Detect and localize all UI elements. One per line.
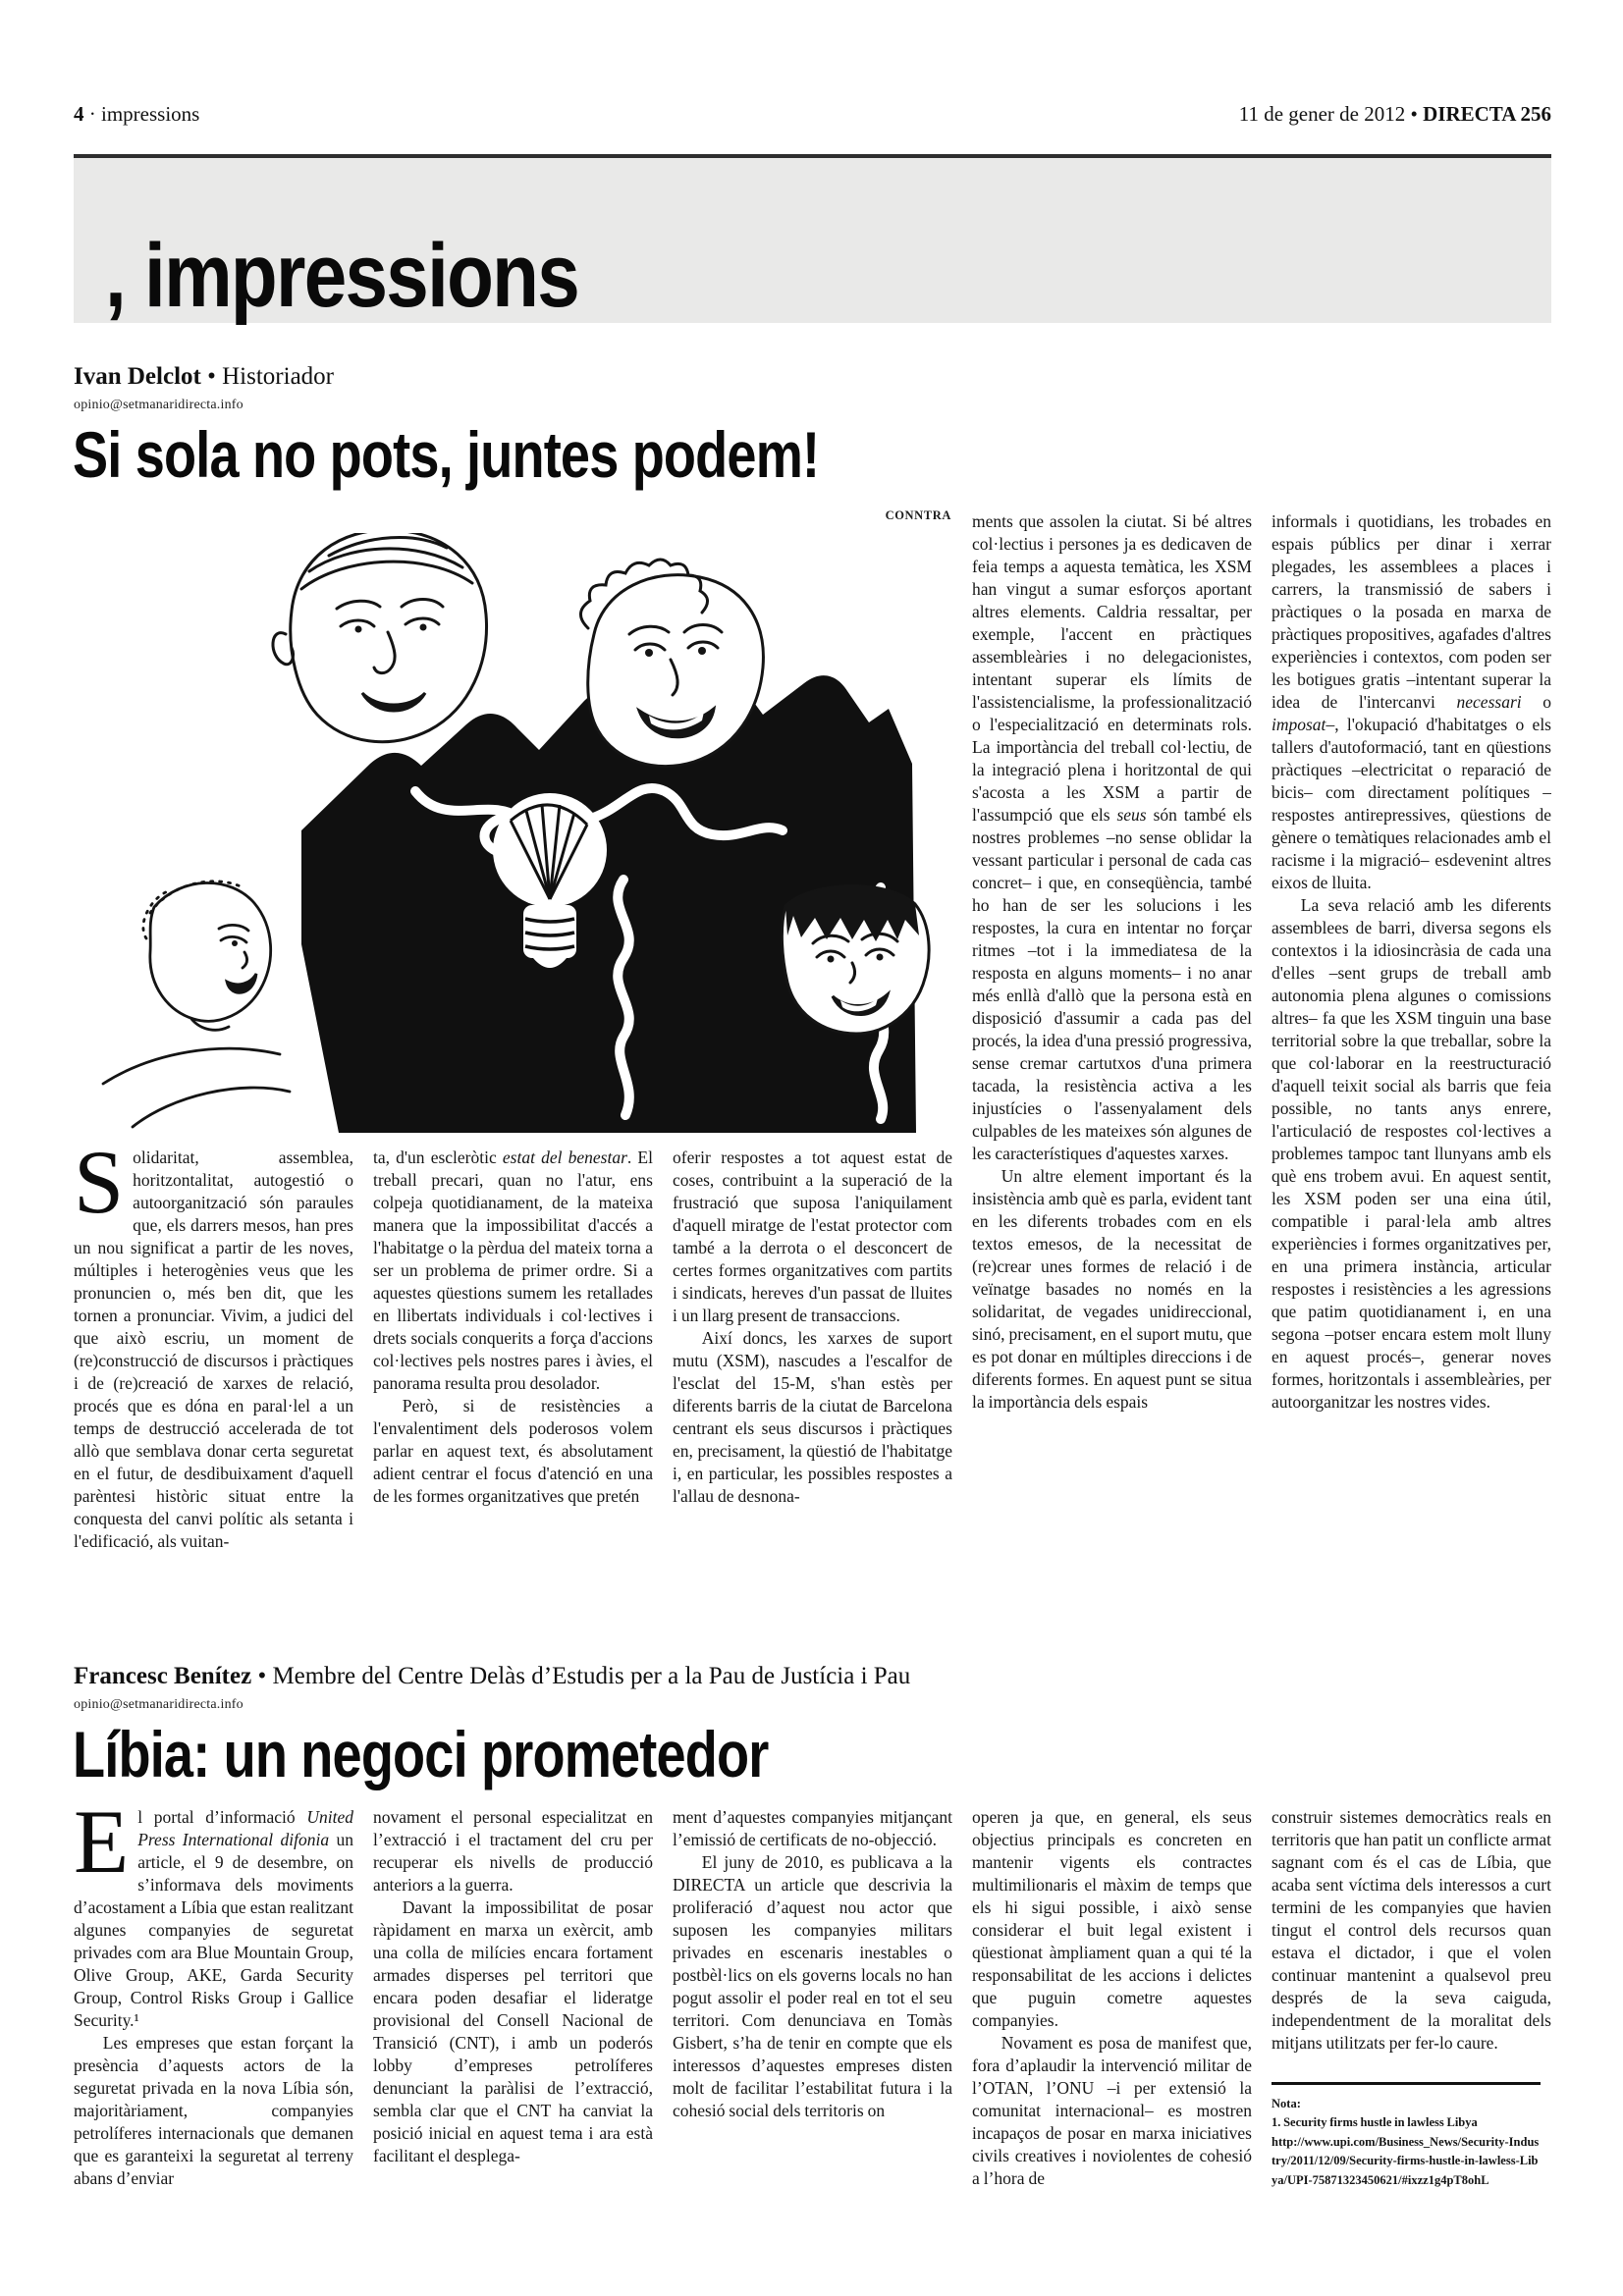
body-paragraph: Així doncs, les xarxes de suport mutu (XSM), nascudes a l'escalfor de l'esclat del 15-M, s'han estès per diferents barris de la ciutat de Barcelona centrant els seus discursos i pràctiques en, precisament, la qüestió de l'habitatge i, en particular, les possibles respostes a l'allau de desnona-	[673, 1328, 952, 1506]
article2-column-4	[972, 1806, 1252, 2287]
body-paragraph: ment d’aquestes companyies mitjançant l’emissió de certificats de no-objecció.	[673, 1807, 952, 1849]
section-banner	[74, 158, 1551, 326]
article1-column-2	[373, 1147, 653, 1652]
author-name: Ivan Delclot	[74, 363, 201, 390]
body-paragraph: oferir respostes a tot aquest estat de coses, contribuint a la superació de la frustració que suposa l'aniquilament d'aquell miratge de l'estat protector com també a la derrota o el desconcert de certes formes organitzatives com partits i sindicats, hereves d'un passat de lluites i un llarg present de transaccions.	[673, 1148, 952, 1325]
article1-column-1	[74, 1147, 353, 1652]
article2-column-3	[673, 1806, 952, 2287]
author-email[interactable]: opinio@setmanaridirecta.info	[74, 398, 243, 412]
footnote-label: Nota:	[1271, 2097, 1301, 2110]
byline-bullet: •	[257, 1663, 267, 1689]
article1-headline	[73, 418, 983, 491]
section-title: , impressions	[105, 226, 579, 326]
byline-bullet: •	[207, 363, 216, 390]
article1-column-5	[1271, 510, 1551, 1639]
body-paragraph: El portal d’informació United Press International difonia un article, el 9 de desembre, on s’informava dels moviments d’acostament a Líbia que estan realitzant algunes companyies de seguretat privades com ara Blue Mountain Group, Olive Group, AKE, Garda Security Group, Control Risks Group i Gallice Security.¹	[74, 1806, 353, 2030]
author-name: Francesc Benítez	[74, 1663, 252, 1689]
article2-column-5	[1271, 1806, 1551, 2287]
page-number: 4	[74, 102, 84, 126]
article2-column-1	[74, 1806, 353, 2287]
body-paragraph: Un altre element important és la insistència amb què es parla, evident tant en les diferents trobades com en els textos emesos, de la necessitat de (re)crear unes formes de relació i de veïnatge basades no només en la solidaritat, de vegades unidireccional, sinó, precisament, en el suport mutu, que es pot donar en múltiples direccions i de diferents formes. En aquest punt se situa la importància dels espais	[972, 1166, 1252, 1412]
body-paragraph: El juny de 2010, es publicava a la DIRECTA un article que descrivia la proliferació d’aquest nou actor que suposen les companyies militars privades en escenaris inestables o postbèl·lics on els governs locals no han pogut assolir el poder real en tot el seu territori. Com denunciava en Tomàs Gisbert, s’ha de tenir en compte que els interessos d’aquestes empreses disten molt de facilitar l’estabilitat futura i la cohesió social dels territoris on	[673, 1852, 952, 2120]
body-paragraph: Solidaritat, assemblea, horitzontalitat, autogestió o autoorganització són paraules que, els darrers mesos, han pres un nou significat a partir de les noves, múltiples i heterogènies veus que les pronuncien o, més ben dit, que les tornen a pronunciar. Vivim, a judici del que això escriu, un moment de (re)construcció de discursos i pràctiques i de (re)creació de xarxes de relació, procés que es dóna en paral·lel a un temps de destrucció accelerada de tot allò que semblava donar certa seguretat en el futur, de desdibuixament d'aquell parèntesi històric situat entre la conquesta del canvi polític als setanta i l'edificació, als vuitan-	[74, 1147, 353, 1551]
issue-date: 11 de gener de 2012	[1238, 102, 1406, 126]
footnote-url[interactable]: http://www.upi.com/Business_News/Security-Industry/2011/12/09/Security-firms-hustle-in-lawless-Libya/UPI-75871323450621/#ixzz1g4pT8ohL	[1271, 2134, 1540, 2187]
body-paragraph: Davant la impossibilitat de posar ràpidament en marxa un exèrcit, amb una colla de milícies encara fortament armades disperses pel territori que encara poden desafiar el lideratge provisional del Consell Nacional de Transició (CNT), i amb un poderós lobby d’empreses petrolíferes denunciant la paràlisi de l’extracció, sembla clar que el CNT ha canviat la posició inicial en aquest tema i ara està facilitant el desplega-	[373, 1897, 653, 2165]
article2-byline	[74, 1663, 910, 1690]
article1-headline-text: Si sola no pots, juntes podem!	[73, 418, 820, 491]
page-number-section	[74, 102, 199, 127]
drop-cap: E	[74, 1806, 130, 1892]
issue-number: DIRECTA 256	[1423, 102, 1551, 126]
body-paragraph: construir sistemes democràtics reals en territoris que han patit un conflicte armat sagnant com és el cas de Líbia, que acaba sent víctima dels interessos a curt termini de les companyies que havien tingut el control dels recursos quan estava el dictador, i que el volen continuar mantenint a qualsevol preu després de la seva caiguda, independentment de la moralitat dels mitjans utilitzats per fer-lo caure.	[1271, 1807, 1551, 2053]
article2-headline	[73, 1718, 921, 1790]
section-label: impressions	[101, 102, 200, 126]
body-paragraph: informals i quotidians, les trobades en espais públics per dinar i xerrar plegades, les assemblees a places i carrers, la transmissió de sabers i pràctiques o la posada en marxa de pràctiques propositives, agafades d'altres experiències i contextos, com poden ser les botigues gratis –intentant superar la idea de l'intercanvi necessari o imposat–, l'okupació d'habitatges o els tallers d'autoformació, tant en qüestions pràctiques –electricitat o reparació de bicis– com directament polítiques –respostes antirepressives, qüestions de gènere o temàtiques relacionades amb el racisme i la migració– esdevenint altres eixos de lluita.	[1271, 511, 1551, 892]
body-paragraph: ta, d'un escleròtic estat del benestar. El treball precari, quan no l'atur, ens colpeja quotidianament, de la mateixa manera que la impossibilitat d'accés a l'habitatge o la pèrdua del mateix torna a ser un problema de primer ordre. Si a aquestes qüestions sumem les retallades en llibertats individuals i col·lectives i drets socials conquerits a força d'accions col·lectives pels nostres pares i àvies, el panorama resulta prou desolador.	[373, 1148, 653, 1393]
article1-column-3	[673, 1147, 952, 1652]
author-email[interactable]: opinio@setmanaridirecta.info	[74, 1697, 243, 1712]
body-paragraph: Però, si de resistències a l'envalentiment dels poderosos volem parlar en aquest text, és absolutament adient centrar el focus d'atenció en una de les formes organitzatives que pretén	[373, 1396, 653, 1506]
body-paragraph: Novament es posa de manifest que, fora d’aplaudir la intervenció militar de l’OTAN, l’ONU –i per extensió la comunitat internacional– es mostren incapaços de posar en marxa iniciatives civils creatives i noviolentes de cohesió a l’hora de	[972, 2033, 1252, 2188]
separator-dot: ·	[88, 102, 96, 126]
author-role: Membre del Centre Delàs d’Estudis per a la Pau de Justícia i Pau	[272, 1663, 911, 1689]
footnote-title: 1. Security firms hustle in lawless Libya	[1271, 2115, 1478, 2130]
issue-info	[1239, 102, 1551, 127]
image-credit: CONNTRA	[885, 508, 951, 522]
bullet-dot: •	[1410, 102, 1418, 126]
body-paragraph: Les empreses que estan forçant la presència d’aquests actors de la seguretat privada en la nova Líbia són, majoritàriament, companyies petrolíferes internacionals que demanen que es garanteixi la seguretat al terreny abans d’enviar	[74, 2033, 353, 2188]
illustration-collage	[74, 533, 967, 1134]
body-paragraph: operen ja que, en general, els seus objectius principals es concreten en mantenir vigents els contractes multimilionaris el màxim de temps que els hi sigui possible, i això sense considerar el buit legal existent i qüestionat àmpliament quan a qui té la responsabilitat de les accions i delictes que puguin cometre aquestes companyies.	[972, 1807, 1252, 2030]
article1-column-4	[972, 510, 1252, 1639]
body-paragraph: ments que assolen la ciutat. Si bé altres col·lectius i persones ja es dedicaven de feia temps a aquesta temàtica, les XSM han vingut a sumar esforços aportant altres elements. Caldria ressaltar, per exemple, l'accent en pràctiques assembleàries i no delegacionistes, intentant superar els límits de l'assistencialisme, la professionalització o l'especialització en determinats rols. La importància del treball col·lectiu, de la integració plena i horitzontal de qui s'acosta a les XSM a partir de l'assumpció que els seus són també els nostres problemes –no sense oblidar la vessant particular i personal de cada cas concret– i que, en conseqüència, també ho han de ser les solucions i les respostes, la cura en intentar no forçar ritmes –tot i la immediatesa de la resposta en alguns moments– i no anar més enllà d'allò que la persona està en disposició d'assumir a cada pas del procés, la idea d'una pressió progressiva, sense cremar cartutxos d'una primera tacada, la resistència activa a les injustícies o l'assenyalament dels culpables de les mateixes són algunes de les característiques d'aquestes xarxes.	[972, 511, 1252, 1163]
body-paragraph: La seva relació amb les diferents assemblees de barri, diversa segons els contextos i la idiosincràsia de cada una d'elles –sent grups de treball amb autonomia plena algunes o comissions altres– fa que les XSM tinguin una base territorial sobre la que treballar, sobre la que col·laborar en la reestructuració d'aquell teixit social als barris que feia possible, no tants anys enrere, l'articulació de respostes col·lectives a problemes tampoc tant llunyans amb els què ens trobem avui. En aquest sentit, les XSM poden ser una eina útil, compatible i paral·lela amb altres experiències i formes organitzatives per, en una primera instància, articular respostes i resistències a les agressions que patim quotidianament i, en una segona –potser encara estem molt lluny en aquest procés–, generar noves formes, horitzontals i assembleàries, per autoorganitzar les nostres vides.	[1271, 895, 1551, 1412]
article1-byline	[74, 363, 334, 391]
article2-column-2	[373, 1806, 653, 2287]
page-header	[74, 102, 1551, 127]
footnote-block	[1271, 2082, 1541, 2190]
drop-cap: S	[74, 1147, 125, 1232]
author-role: Historiador	[222, 363, 334, 390]
article2-headline-text: Líbia: un negoci prometedor	[73, 1718, 769, 1790]
body-paragraph: novament el personal especialitzat en l’extracció i el tractament del cru per recuperar els nivells de producció anteriors a la guerra.	[373, 1807, 653, 1895]
